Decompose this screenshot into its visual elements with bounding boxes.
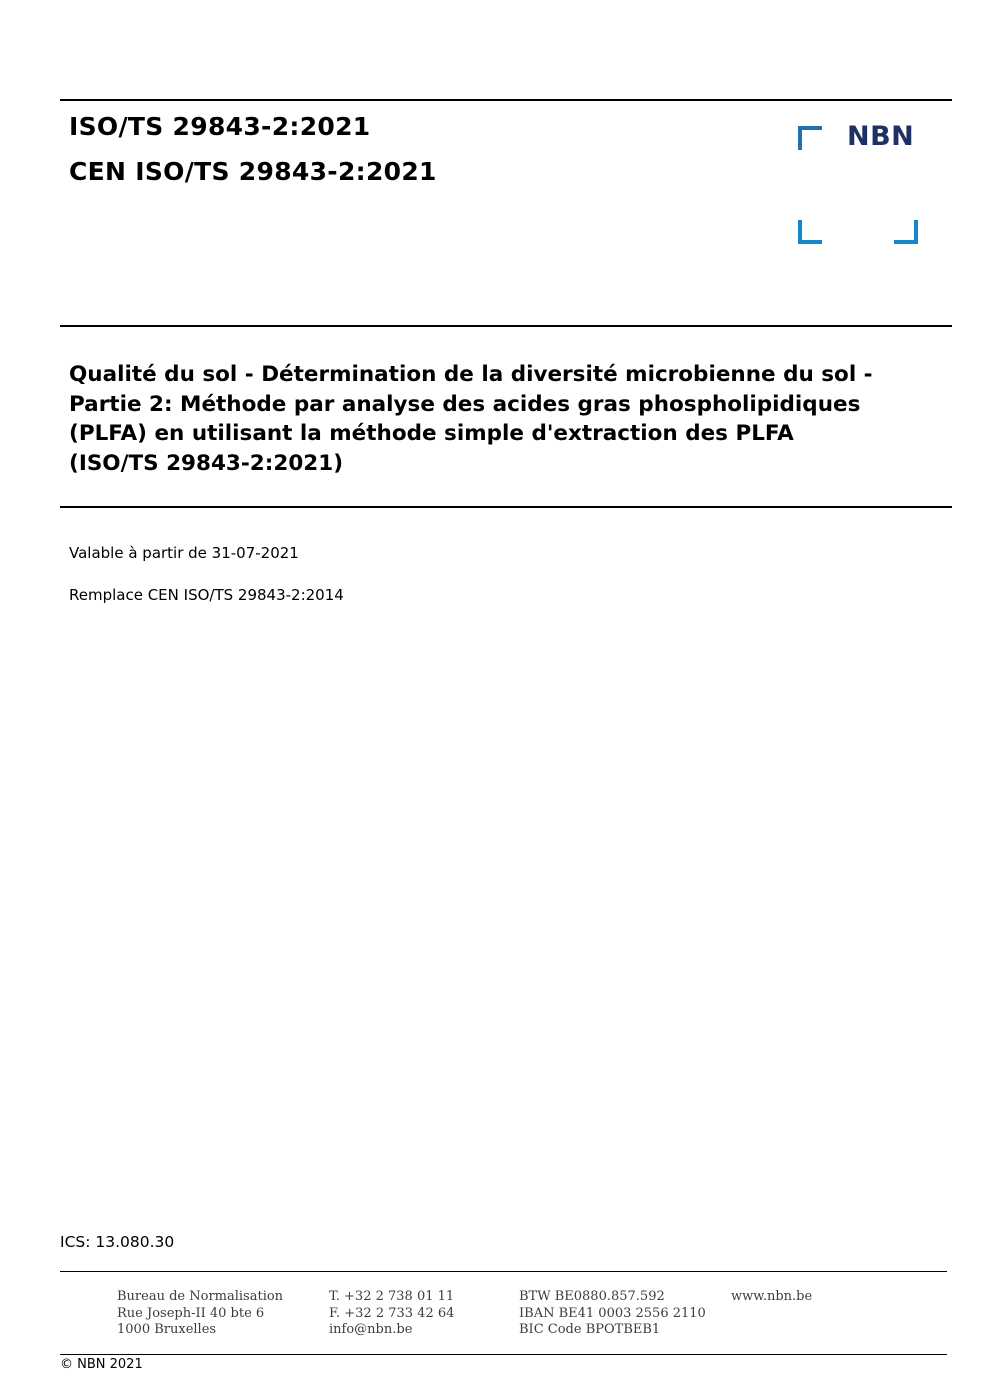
valid-from-text: Valable à partir de 31-07-2021 bbox=[69, 544, 299, 562]
footer-vat: BTW BE0880.857.592 bbox=[519, 1289, 665, 1304]
footer-address-line: 1000 Bruxelles bbox=[117, 1322, 217, 1337]
iso-standard-number: ISO/TS 29843-2:2021 bbox=[69, 112, 371, 141]
footer-web bbox=[731, 1289, 812, 1306]
replaces-text: Remplace CEN ISO/TS 29843-2:2014 bbox=[69, 586, 344, 604]
ics-code: ICS: 13.080.30 bbox=[60, 1233, 175, 1251]
title-bottom-rule bbox=[60, 506, 952, 508]
footer-email-link[interactable]: info@nbn.be bbox=[329, 1322, 413, 1337]
footer-address bbox=[117, 1289, 283, 1339]
nbn-logo-text: NBN bbox=[847, 121, 915, 152]
footer-contact bbox=[329, 1289, 454, 1339]
footer-iban: IBAN BE41 0003 2556 2110 bbox=[519, 1305, 706, 1321]
title-line: Partie 2: Méthode par analyse des acides gras phospholipidiques bbox=[69, 391, 861, 417]
logo-top-left-bracket bbox=[800, 128, 820, 148]
logo-bottom-right-bracket bbox=[896, 222, 916, 242]
footer-top-rule bbox=[60, 1271, 947, 1272]
footer-address-line: Bureau de Normalisation bbox=[117, 1289, 284, 1304]
header-bottom-rule bbox=[60, 325, 952, 327]
title-line: Qualité du sol - Détermination de la diversité microbienne du sol - bbox=[69, 362, 873, 387]
title-line: (PLFA) en utilisant la méthode simple d'extraction des PLFA bbox=[69, 421, 794, 446]
title-line: (ISO/TS 29843-2:2021) bbox=[69, 450, 344, 476]
footer-address-line: Rue Joseph-II 40 bte 6 bbox=[117, 1305, 265, 1321]
top-rule bbox=[60, 99, 952, 101]
footer-phone: T. +32 2 738 01 11 bbox=[329, 1289, 455, 1304]
footer-bottom-rule bbox=[60, 1354, 947, 1355]
footer-bank-info bbox=[519, 1289, 706, 1339]
document-title bbox=[69, 360, 949, 478]
cen-standard-number: CEN ISO/TS 29843-2:2021 bbox=[69, 157, 437, 186]
footer-fax: F. +32 2 733 42 64 bbox=[329, 1305, 455, 1321]
copyright-notice: © NBN 2021 bbox=[60, 1357, 143, 1372]
logo-bottom-left-bracket bbox=[800, 222, 820, 242]
footer-website-link[interactable]: www.nbn.be bbox=[731, 1289, 813, 1304]
footer-bic: BIC Code BPOTBEB1 bbox=[519, 1322, 661, 1337]
